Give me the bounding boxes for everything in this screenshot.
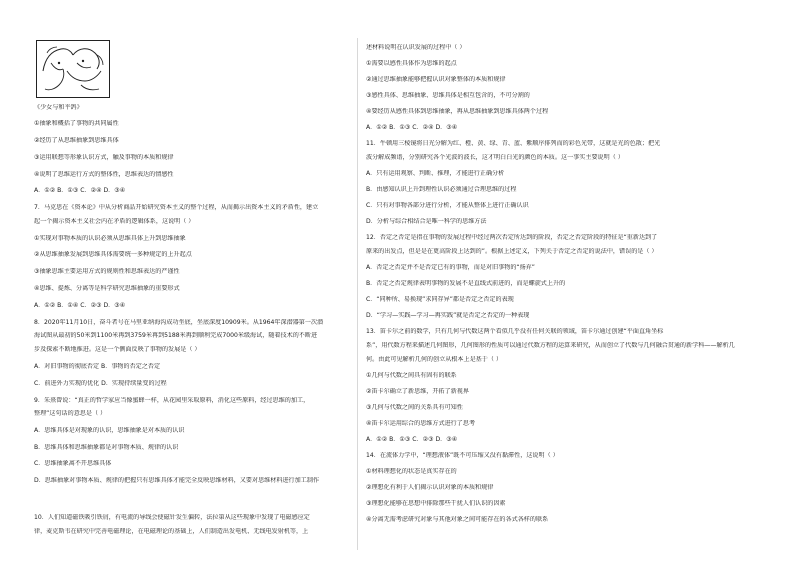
answer-options: C．前进外力实现的优化 D．实现持续量变的过程 xyxy=(34,380,167,387)
question-text: 原来的出发点，但是是在更高阶段上达到的”。根据上述定义，下列关于否定之否定的说法中，错误的是（ ） xyxy=(366,248,658,255)
text-line: ④思维、提炼、分离等是科学研究思维抽象的重要形式 xyxy=(34,285,180,292)
girl-dove-sketch-icon xyxy=(37,41,109,97)
text-line: C．“同种所、易换现”求同存异”都是否定之否定的表现 xyxy=(366,296,514,303)
answer-options: A．①② B．①③ C．②④ D．③④ xyxy=(366,124,458,131)
text-line: ①抽象和概括了事物的共同属性 xyxy=(34,120,119,127)
answer-options: A．①② B．①④ C．②③ D．③④ xyxy=(34,302,126,309)
text-line: ②理想化有利于人们揭示认识对象的本质和规律 xyxy=(366,484,494,491)
text-line: A．思维具体是对现象的认识，思维抽象是对本质的认识 xyxy=(34,427,185,434)
text-line: C．只有对事物各部分进行分析，才能从整体上进行正确认识 xyxy=(366,202,529,209)
answer-options: A．①② B．①③ C．②④ D．③④ xyxy=(34,187,126,194)
question-text: 波分解成频谱，分别研究各个光波的波长，这才明白白光的颜色的本质。这一事实主要说明（ ） xyxy=(366,154,624,161)
answer-options: A．对旧事物的彻底否定 B．事物的否定之否定 xyxy=(34,363,161,370)
text-line: ③运用联想等形象认识方式，触及事物的本质和规律 xyxy=(34,154,174,161)
sketch-image-girl-and-dove xyxy=(36,40,110,98)
question-text: 何。由此可见解析几何的创立从根本上是基于（ ） xyxy=(366,356,502,363)
text-line: ④笛卡尔运用综合的思维方式进行了思考 xyxy=(366,420,476,427)
text-line: C．思维抽象离不开思维具体 xyxy=(34,460,112,467)
question-text: 整理”这句话的意思是（ ） xyxy=(34,410,107,417)
text-line: ①实现对事物本质的认识必须从思维具体上升到思维抽象 xyxy=(34,235,186,242)
text-line: ③几何与代数之间的关系具有可知性 xyxy=(366,404,463,411)
text-line: A．否定之否定并不是否定已有的事物，而是对旧事物的“扬弃” xyxy=(366,264,535,271)
question-text: 步及探索不断地推进。这是一个侧面反映了事物的发展是（ ） xyxy=(34,346,201,353)
text-line: ①材料理想化的状态是真实存在的 xyxy=(366,468,457,475)
text-line: ④要经历从感性具体到思维抽象，再从思维抽象到思维具体两个过程 xyxy=(366,108,549,115)
answer-options: A．①② B．①③ C．②③ D．③④ xyxy=(366,436,458,443)
text-line: ④分离无需考虑研究对象与其他对象之间可能存在的各式各样的联系 xyxy=(366,516,549,523)
question-text: 述材料说明在认识发展的过程中（ ） xyxy=(366,44,466,51)
text-line: D．“学习—实践—学习—再实践”就是否定之否定的一种表现 xyxy=(366,312,530,319)
text-line: B．否定之否定规律表明事物的发展不是直线式前进的，而是螺旋式上升的 xyxy=(366,280,566,287)
text-line: D．分析与综合相结合是唯一科学的思维方法 xyxy=(366,218,487,225)
question-text: 10．人们知道磁铁吸引铁屑，有电流的导线会使磁针发生偏转，法拉第从这些现象中发现了电磁感应定 xyxy=(34,514,310,521)
question-text: 海试图从最初的50米到1100米再到3759米再到5188米再到顺利完成7000米级海试，随着技术的不断进 xyxy=(34,332,318,339)
column-divider xyxy=(357,38,358,550)
text-line: ④说明了思维运行方式的整体性，思维表达的情感性 xyxy=(34,171,174,178)
text-line: ②经历了从思维抽象到思维具体 xyxy=(34,137,119,144)
question-text: 起一个揭示资本主义社会内在矛盾的逻辑体系，这说明（ ） xyxy=(34,218,195,225)
text-line: ③感性具体、思维抽象、思维具体是相互包含的，不可分割的 xyxy=(366,92,530,99)
text-line: ③理想化能够在思想中排除那些干扰人们认识的因素 xyxy=(366,500,506,507)
question-text: 律，麦克斯韦在研究中完善电磁理论，在电磁理论的基础上，人们制造出发电机、无线电发射机等，上 xyxy=(34,528,309,535)
question-text: 13．笛卡尔之前的数学，只有几何与代数这两个看似几乎没有任何关联的领域，笛卡尔通过创建“平面直角坐标 xyxy=(366,328,664,335)
text-line: A．只有运用观察、判断、推理，才能进行正确分析 xyxy=(366,170,505,177)
text-line: B．由感知认识上升到理性认识必须通过合理思维的过程 xyxy=(366,186,517,193)
text-line: D．思维抽象对事物本质、规律的把握只有思维具体才能完全反映思维材料，又要对思维材料进行加工制作 xyxy=(34,477,320,484)
text-line: ②通过思维抽象能够把握认识对象整体的本质和规律 xyxy=(366,76,506,83)
text-line: ②笛卡尔确立了新思维，开拓了新视界 xyxy=(366,388,469,395)
question-text: 系”，用代数方程来描述几何图形，几何图形的性质可以通过代数方程的运算来研究，从而创立了代数与几何融合贯通的新学科——解析几 xyxy=(366,342,735,349)
image-caption: 《少女与和平鸽》 xyxy=(34,104,83,111)
question-text: 11．牛顿用三棱镜将日光分解为红、橙、黄、绿、青、蓝、紫顺序排列而的彩色光带，这就是光的色散；把光 xyxy=(366,140,661,147)
text-line: ③抽象思维主要运用方式的规则性和思维表达的严谨性 xyxy=(34,268,180,275)
text-line: ①几何与代数之间具有固有的联系 xyxy=(366,372,457,379)
question-text: 12．否定之否定是指在事物的发展过程中经过两次否定所达到的阶段，否定之否定阶段的特征是“重新达到了 xyxy=(366,234,658,241)
question-text: 7．马克思在《资本论》中从分析商品开始研究资本主义的整个过程，从而揭示出资本主义的矛盾性，建立 xyxy=(34,204,319,211)
text-line: ②从思维抽象发展到思维具体需要统一多种规定的上升起点 xyxy=(34,251,192,258)
question-text: 8．2020年11月10日，奋斗者号在马里亚纳海沟成功坐底，坐底深度10909米。从1964年深潜器第一次潜 xyxy=(34,319,324,326)
text-line: ①需要以感性具体作为思维的起点 xyxy=(366,60,457,67)
question-text: 9．朱熹曾说：“真正的哲学家应当像蜜蜂一样，从花园里采取原料，消化这些原料，经过思维的加工， xyxy=(34,397,310,404)
text-line: B．思维具体和思维抽象都是对事物本质、规律的认识 xyxy=(34,444,179,451)
question-text: 14．在流体力学中，“理想液体”既不可压缩又没有黏滞性，这说明（ ） xyxy=(366,452,559,459)
